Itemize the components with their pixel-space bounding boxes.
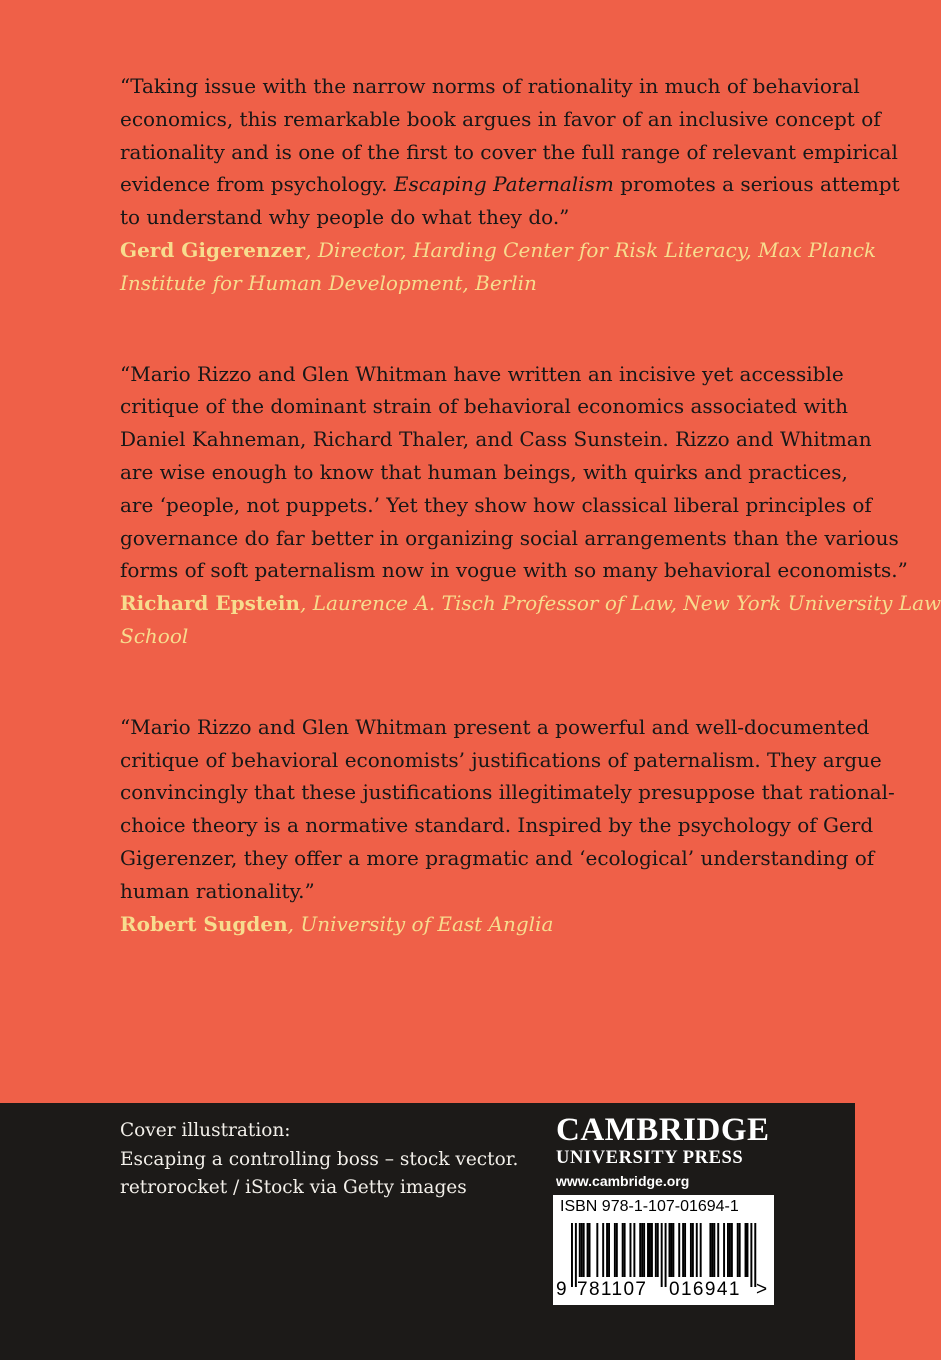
barcode-bar (739, 1223, 741, 1277)
author-affiliation: , University of East Anglia (287, 911, 554, 936)
quote-line: convincingly that these justifications illegitimately presuppose that rational- (120, 780, 895, 805)
quote-line: are ‘people, not puppets.’ Yet they show how classical liberal principles of (120, 492, 872, 517)
credit-line: Escaping a controlling boss – stock vector. (120, 1148, 519, 1170)
barcode-bar (622, 1223, 624, 1277)
publisher-url: www.cambridge.org (556, 1173, 690, 1189)
barcode-bar (608, 1223, 610, 1277)
barcode-bar (624, 1223, 626, 1277)
barcode-bar (696, 1223, 698, 1277)
quote-line: forms of soft paternalism now in vogue with so many behavioral economists.” (120, 558, 908, 583)
credit-line: retrorocket / iStock via Getty images (120, 1177, 467, 1198)
barcode-bar (731, 1223, 733, 1277)
barcode-bar (643, 1223, 645, 1277)
barcode-bar (583, 1223, 585, 1277)
barcode-bar (616, 1223, 618, 1277)
barcode-bar (633, 1223, 635, 1277)
barcode-bar (579, 1223, 581, 1277)
quote-line: to understand why people do what they do.” (120, 205, 570, 230)
barcode-bar (657, 1223, 659, 1277)
isbn-label: ISBN 978-1-107-01694-1 (560, 1198, 739, 1215)
barcode-bar (747, 1223, 749, 1277)
isbn-barcode (553, 1195, 774, 1305)
barcode-bar (641, 1223, 643, 1277)
quote-line: critique of the dominant strain of behavioral economics associated with (120, 394, 848, 419)
barcode-bar (596, 1223, 598, 1277)
quote-line: critique of behavioral economists’ justifications of paternalism. They argue (120, 747, 882, 772)
barcode-bar (692, 1223, 694, 1277)
barcode-bar (717, 1223, 719, 1277)
author-name: Gerd Gigerenzer (120, 237, 306, 262)
barcode-bar (630, 1223, 632, 1277)
barcode-bar (639, 1223, 641, 1277)
quote-attribution (120, 620, 825, 653)
barcode-bar (606, 1223, 608, 1277)
barcode-digits-right: 016941 (669, 1279, 741, 1300)
barcode-guard-bar (665, 1223, 667, 1287)
barcode-guard-bar (754, 1223, 756, 1287)
barcode-bar (711, 1223, 713, 1277)
barcode-bar (745, 1223, 747, 1277)
barcode-bar (581, 1223, 583, 1277)
quote-line: “Taking issue with the narrow norms of rationality in much of behavioral (120, 74, 860, 98)
barcode-bar (670, 1223, 672, 1277)
quote-attribution (120, 587, 941, 620)
quote-line: economics, this remarkable book argues in favor of an inclusive concept of (120, 106, 881, 131)
barcode-digits-left: 781107 (577, 1279, 648, 1300)
quote-line: choice theory is a normative standard. Inspired by the psychology of Gerd (120, 813, 874, 838)
quote-line: governance do far better in organizing social arrangements than the various (120, 525, 899, 550)
barcode-guard-bar (661, 1223, 663, 1287)
quote-line: are wise enough to know that human beings, with quirks and practices, (120, 459, 848, 484)
endorsement-quote (120, 358, 941, 653)
barcode-bar (709, 1223, 711, 1277)
barcode-bar (651, 1223, 653, 1277)
barcode-bar (669, 1223, 671, 1277)
author-name: Robert Sugden (120, 911, 288, 936)
quote-attribution (120, 908, 825, 941)
quote-line: “Mario Rizzo and Glen Whitman present a powerful and well-documented (120, 714, 870, 739)
barcode-quiet-zone-mark: > (756, 1279, 768, 1300)
barcode-bar (682, 1223, 684, 1277)
quote-text: promotes a serious attempt (613, 172, 900, 197)
barcode-bar (690, 1223, 692, 1277)
credit-heading: Cover illustration: (120, 1120, 291, 1141)
barcode-guard-bar (571, 1223, 573, 1287)
barcode-bar (614, 1223, 616, 1277)
barcode-guard-bar (750, 1223, 752, 1287)
barcode-bar (737, 1223, 739, 1277)
quote-attribution (120, 267, 825, 300)
author-affiliation: School (120, 623, 189, 648)
barcode-bar (700, 1223, 702, 1277)
cover-illustration-credit (120, 1117, 518, 1203)
quote-line: human rationality.” (120, 878, 315, 903)
barcode-bar (684, 1223, 686, 1277)
author-affiliation: Institute for Human Development, Berlin (120, 270, 537, 295)
barcode-bar (678, 1223, 680, 1277)
quote-attribution (120, 234, 877, 267)
publisher-subtitle: UNIVERSITY PRESS (556, 1148, 744, 1168)
barcode-bar (723, 1223, 725, 1277)
quote-line: rationality and is one of the first to cover the full range of relevant empirical (120, 139, 898, 164)
quote-text: evidence from psychology. (120, 172, 394, 197)
cover-footer-band (0, 1103, 855, 1360)
barcode-bar (655, 1223, 657, 1277)
publisher-name: CAMBRIDGE (556, 1112, 770, 1148)
barcode-guard-bar (575, 1223, 577, 1287)
author-affiliation: , Director, Harding Center for Risk Literacy, Max Planck (305, 237, 877, 262)
quote-line: Gigerenzer, they offer a more pragmatic and ‘ecological’ understanding of (120, 845, 875, 870)
barcode-bar (602, 1223, 604, 1277)
quote-line: Daniel Kahneman, Richard Thaler, and Cass Sunstein. Rizzo and Whitman (120, 427, 872, 452)
book-title: Escaping Paternalism (393, 172, 614, 197)
endorsement-quote (120, 711, 895, 941)
endorsement-quote (120, 70, 900, 300)
barcode-bar (727, 1223, 729, 1277)
endorsements (120, 70, 941, 998)
quote-line (120, 168, 900, 201)
barcode-bar (672, 1223, 674, 1277)
barcode-bar (729, 1223, 731, 1277)
barcode-digit-first: 9 (556, 1279, 567, 1300)
publisher-logo (556, 1113, 776, 1191)
quote-line: “Mario Rizzo and Glen Whitman have written an incisive yet accessible (120, 361, 844, 386)
barcode-bar (713, 1223, 715, 1277)
author-name: Richard Epstein (120, 591, 300, 616)
barcode-bar (649, 1223, 651, 1277)
barcode-bar (587, 1223, 589, 1277)
barcode-digits (553, 1279, 774, 1303)
author-affiliation: , Laurence A. Tisch Professor of Law, New York University Law (299, 591, 941, 616)
barcode-bar (589, 1223, 591, 1277)
barcode-bar (647, 1223, 649, 1277)
